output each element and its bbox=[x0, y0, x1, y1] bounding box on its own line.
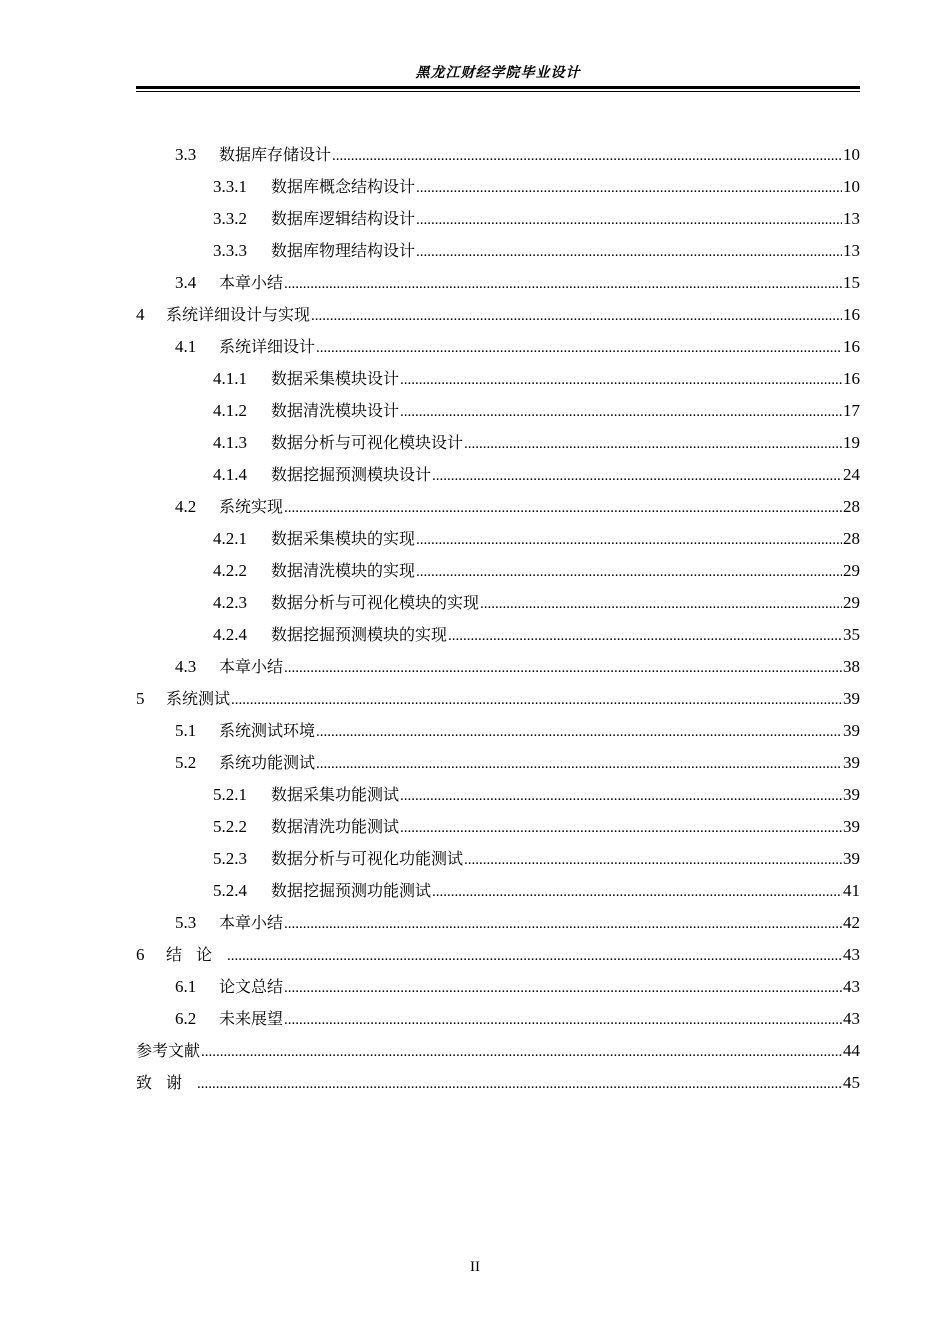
toc-entry-title: 本章小结 bbox=[219, 913, 284, 932]
toc-dot-leader bbox=[284, 492, 842, 524]
toc-dot-leader bbox=[316, 332, 842, 364]
toc-entry-page: 44 bbox=[843, 1041, 860, 1060]
toc-dot-leader bbox=[197, 1068, 842, 1100]
toc-dot-leader bbox=[284, 908, 842, 940]
toc-entry[interactable] bbox=[136, 811, 860, 843]
toc-entry[interactable] bbox=[136, 459, 860, 491]
toc-dot-leader bbox=[400, 780, 842, 812]
toc-entry-number: 3.3.2 bbox=[213, 209, 247, 228]
toc-entry-title: 数据分析与可视化模块的实现 bbox=[271, 593, 480, 612]
toc-entry[interactable] bbox=[136, 715, 860, 747]
toc-entry-page: 39 bbox=[843, 785, 860, 804]
toc-entry-number: 6.1 bbox=[175, 977, 197, 996]
toc-entry-page: 28 bbox=[843, 497, 860, 516]
toc-entry[interactable] bbox=[136, 299, 860, 331]
toc-entry-title: 数据分析与可视化功能测试 bbox=[271, 849, 464, 868]
toc-dot-leader bbox=[432, 460, 842, 492]
toc-entry-page: 35 bbox=[843, 625, 860, 644]
toc-entry-number: 3.3.3 bbox=[213, 241, 247, 260]
toc-dot-leader bbox=[416, 236, 842, 268]
toc-entry-title: 系统详细设计与实现 bbox=[166, 305, 311, 324]
toc-entry[interactable] bbox=[136, 843, 860, 875]
toc-entry-page: 16 bbox=[843, 337, 860, 356]
toc-entry-title: 数据挖掘预测模块的实现 bbox=[271, 625, 448, 644]
toc-dot-leader bbox=[416, 556, 842, 588]
toc-entry[interactable] bbox=[136, 363, 860, 395]
toc-entry-title: 论文总结 bbox=[219, 977, 284, 996]
toc-entry[interactable] bbox=[136, 1067, 860, 1099]
toc-entry-title: 数据分析与可视化模块设计 bbox=[271, 433, 464, 452]
toc-entry-number: 4.2.1 bbox=[213, 529, 247, 548]
toc-entry[interactable] bbox=[136, 1035, 860, 1067]
toc-entry-page: 13 bbox=[843, 241, 860, 260]
toc-entry-page: 39 bbox=[843, 753, 860, 772]
toc-entry-title: 本章小结 bbox=[219, 273, 284, 292]
toc-entry-number: 4.1 bbox=[175, 337, 197, 356]
toc-dot-leader bbox=[316, 716, 842, 748]
toc-dot-leader bbox=[311, 300, 842, 332]
toc-entry[interactable] bbox=[136, 331, 860, 363]
page-number: II bbox=[470, 1259, 480, 1275]
table-of-contents bbox=[136, 139, 860, 1099]
toc-entry-page: 41 bbox=[843, 881, 860, 900]
toc-dot-leader bbox=[432, 876, 842, 908]
toc-entry-number: 4.2.4 bbox=[213, 625, 247, 644]
toc-entry-number: 4.2 bbox=[175, 497, 197, 516]
toc-entry-title: 数据采集模块设计 bbox=[271, 369, 400, 388]
toc-dot-leader bbox=[400, 396, 842, 428]
toc-entry-page: 19 bbox=[843, 433, 860, 452]
toc-dot-leader bbox=[316, 748, 842, 780]
toc-entry-number: 5.2 bbox=[175, 753, 197, 772]
toc-entry[interactable] bbox=[136, 1003, 860, 1035]
toc-entry[interactable] bbox=[136, 171, 860, 203]
toc-entry-number: 3.3 bbox=[175, 145, 197, 164]
toc-entry-number: 4.1.1 bbox=[213, 369, 247, 388]
toc-entry-title: 数据库逻辑结构设计 bbox=[271, 209, 416, 228]
toc-entry-number: 4.1.3 bbox=[213, 433, 247, 452]
toc-entry[interactable] bbox=[136, 939, 860, 971]
toc-entry-title: 数据挖掘预测功能测试 bbox=[271, 881, 432, 900]
toc-entry-page: 39 bbox=[843, 689, 860, 708]
toc-entry-title: 系统功能测试 bbox=[219, 753, 316, 772]
toc-dot-leader bbox=[464, 844, 842, 876]
toc-dot-leader bbox=[464, 428, 842, 460]
toc-entry[interactable] bbox=[136, 139, 860, 171]
toc-entry[interactable] bbox=[136, 395, 860, 427]
toc-entry[interactable] bbox=[136, 523, 860, 555]
toc-entry-page: 16 bbox=[843, 305, 860, 324]
toc-entry-number: 5.1 bbox=[175, 721, 197, 740]
toc-entry-number: 4.2.2 bbox=[213, 561, 247, 580]
toc-entry-page: 42 bbox=[843, 913, 860, 932]
toc-dot-leader bbox=[416, 172, 842, 204]
toc-entry-title: 致谢 bbox=[136, 1073, 197, 1092]
toc-dot-leader bbox=[416, 204, 842, 236]
toc-entry-page: 17 bbox=[843, 401, 860, 420]
toc-entry-title: 数据清洗功能测试 bbox=[271, 817, 400, 836]
toc-entry-number: 4.3 bbox=[175, 657, 197, 676]
toc-entry-page: 39 bbox=[843, 817, 860, 836]
toc-dot-leader bbox=[332, 140, 842, 172]
toc-entry[interactable] bbox=[136, 587, 860, 619]
toc-entry-number: 4.1.2 bbox=[213, 401, 247, 420]
toc-entry-title: 系统测试环境 bbox=[219, 721, 316, 740]
header-rule-thick bbox=[136, 86, 860, 89]
toc-entry-title: 数据挖掘预测模块设计 bbox=[271, 465, 432, 484]
toc-entry-title: 数据采集功能测试 bbox=[271, 785, 400, 804]
toc-entry-page: 16 bbox=[843, 369, 860, 388]
toc-entry-number: 5 bbox=[136, 689, 145, 708]
toc-entry-number: 3.4 bbox=[175, 273, 197, 292]
header-rule-thin bbox=[136, 91, 860, 92]
toc-entry-number: 4.1.4 bbox=[213, 465, 247, 484]
toc-dot-leader bbox=[400, 812, 842, 844]
toc-entry-title: 数据采集模块的实现 bbox=[271, 529, 416, 548]
toc-entry[interactable] bbox=[136, 779, 860, 811]
toc-entry-page: 39 bbox=[843, 849, 860, 868]
toc-entry-number: 6 bbox=[136, 945, 145, 964]
toc-entry-number: 5.2.2 bbox=[213, 817, 247, 836]
toc-dot-leader bbox=[227, 940, 842, 972]
toc-entry[interactable] bbox=[136, 267, 860, 299]
toc-entry[interactable] bbox=[136, 555, 860, 587]
toc-entry[interactable] bbox=[136, 907, 860, 939]
toc-entry-title: 结论 bbox=[166, 945, 227, 964]
toc-entry-title: 系统测试 bbox=[166, 689, 231, 708]
toc-entry-title: 未来展望 bbox=[219, 1009, 284, 1028]
toc-entry-page: 10 bbox=[843, 145, 860, 164]
toc-entry-title: 数据库概念结构设计 bbox=[271, 177, 416, 196]
toc-entry-page: 43 bbox=[843, 1009, 860, 1028]
toc-dot-leader bbox=[284, 1004, 842, 1036]
toc-dot-leader bbox=[448, 620, 842, 652]
toc-entry-number: 4 bbox=[136, 305, 145, 324]
toc-entry-title: 数据清洗模块的实现 bbox=[271, 561, 416, 580]
toc-entry-number: 5.2.3 bbox=[213, 849, 247, 868]
toc-entry-page: 10 bbox=[843, 177, 860, 196]
toc-entry-page: 38 bbox=[843, 657, 860, 676]
toc-dot-leader bbox=[400, 364, 842, 396]
toc-entry-number: 5.2.4 bbox=[213, 881, 247, 900]
toc-entry-page: 15 bbox=[843, 273, 860, 292]
toc-entry-page: 13 bbox=[843, 209, 860, 228]
toc-dot-leader bbox=[284, 652, 842, 684]
toc-entry[interactable] bbox=[136, 747, 860, 779]
toc-entry[interactable] bbox=[136, 491, 860, 523]
toc-entry-title: 本章小结 bbox=[219, 657, 284, 676]
toc-dot-leader bbox=[480, 588, 842, 620]
toc-dot-leader bbox=[231, 684, 842, 716]
toc-entry-number: 5.2.1 bbox=[213, 785, 247, 804]
toc-entry-page: 24 bbox=[843, 465, 860, 484]
toc-entry-title: 数据库存储设计 bbox=[219, 145, 332, 164]
toc-entry-page: 29 bbox=[843, 593, 860, 612]
toc-entry-page: 43 bbox=[843, 945, 860, 964]
toc-entry[interactable] bbox=[136, 235, 860, 267]
toc-entry[interactable] bbox=[136, 651, 860, 683]
toc-entry[interactable] bbox=[136, 683, 860, 715]
toc-dot-leader bbox=[284, 268, 842, 300]
toc-entry[interactable] bbox=[136, 427, 860, 459]
toc-entry-number: 4.2.3 bbox=[213, 593, 247, 612]
toc-entry-page: 28 bbox=[843, 529, 860, 548]
toc-entry[interactable] bbox=[136, 875, 860, 907]
toc-entry-title: 系统详细设计 bbox=[219, 337, 316, 356]
toc-entry-page: 45 bbox=[843, 1073, 860, 1092]
toc-entry-title: 参考文献 bbox=[136, 1041, 201, 1060]
toc-entry-page: 29 bbox=[843, 561, 860, 580]
toc-entry-page: 39 bbox=[843, 721, 860, 740]
toc-entry[interactable] bbox=[136, 971, 860, 1003]
toc-dot-leader bbox=[416, 524, 842, 556]
toc-entry-page: 43 bbox=[843, 977, 860, 996]
toc-dot-leader bbox=[201, 1036, 842, 1068]
header-title: 黑龙江财经学院毕业设计 bbox=[415, 65, 581, 81]
toc-entry-number: 5.3 bbox=[175, 913, 197, 932]
toc-entry[interactable] bbox=[136, 203, 860, 235]
toc-entry-title: 数据库物理结构设计 bbox=[271, 241, 416, 260]
toc-dot-leader bbox=[284, 972, 842, 1004]
toc-entry-title: 系统实现 bbox=[219, 497, 284, 516]
toc-entry[interactable] bbox=[136, 619, 860, 651]
toc-entry-number: 3.3.1 bbox=[213, 177, 247, 196]
toc-entry-title: 数据清洗模块设计 bbox=[271, 401, 400, 420]
toc-entry-number: 6.2 bbox=[175, 1009, 197, 1028]
